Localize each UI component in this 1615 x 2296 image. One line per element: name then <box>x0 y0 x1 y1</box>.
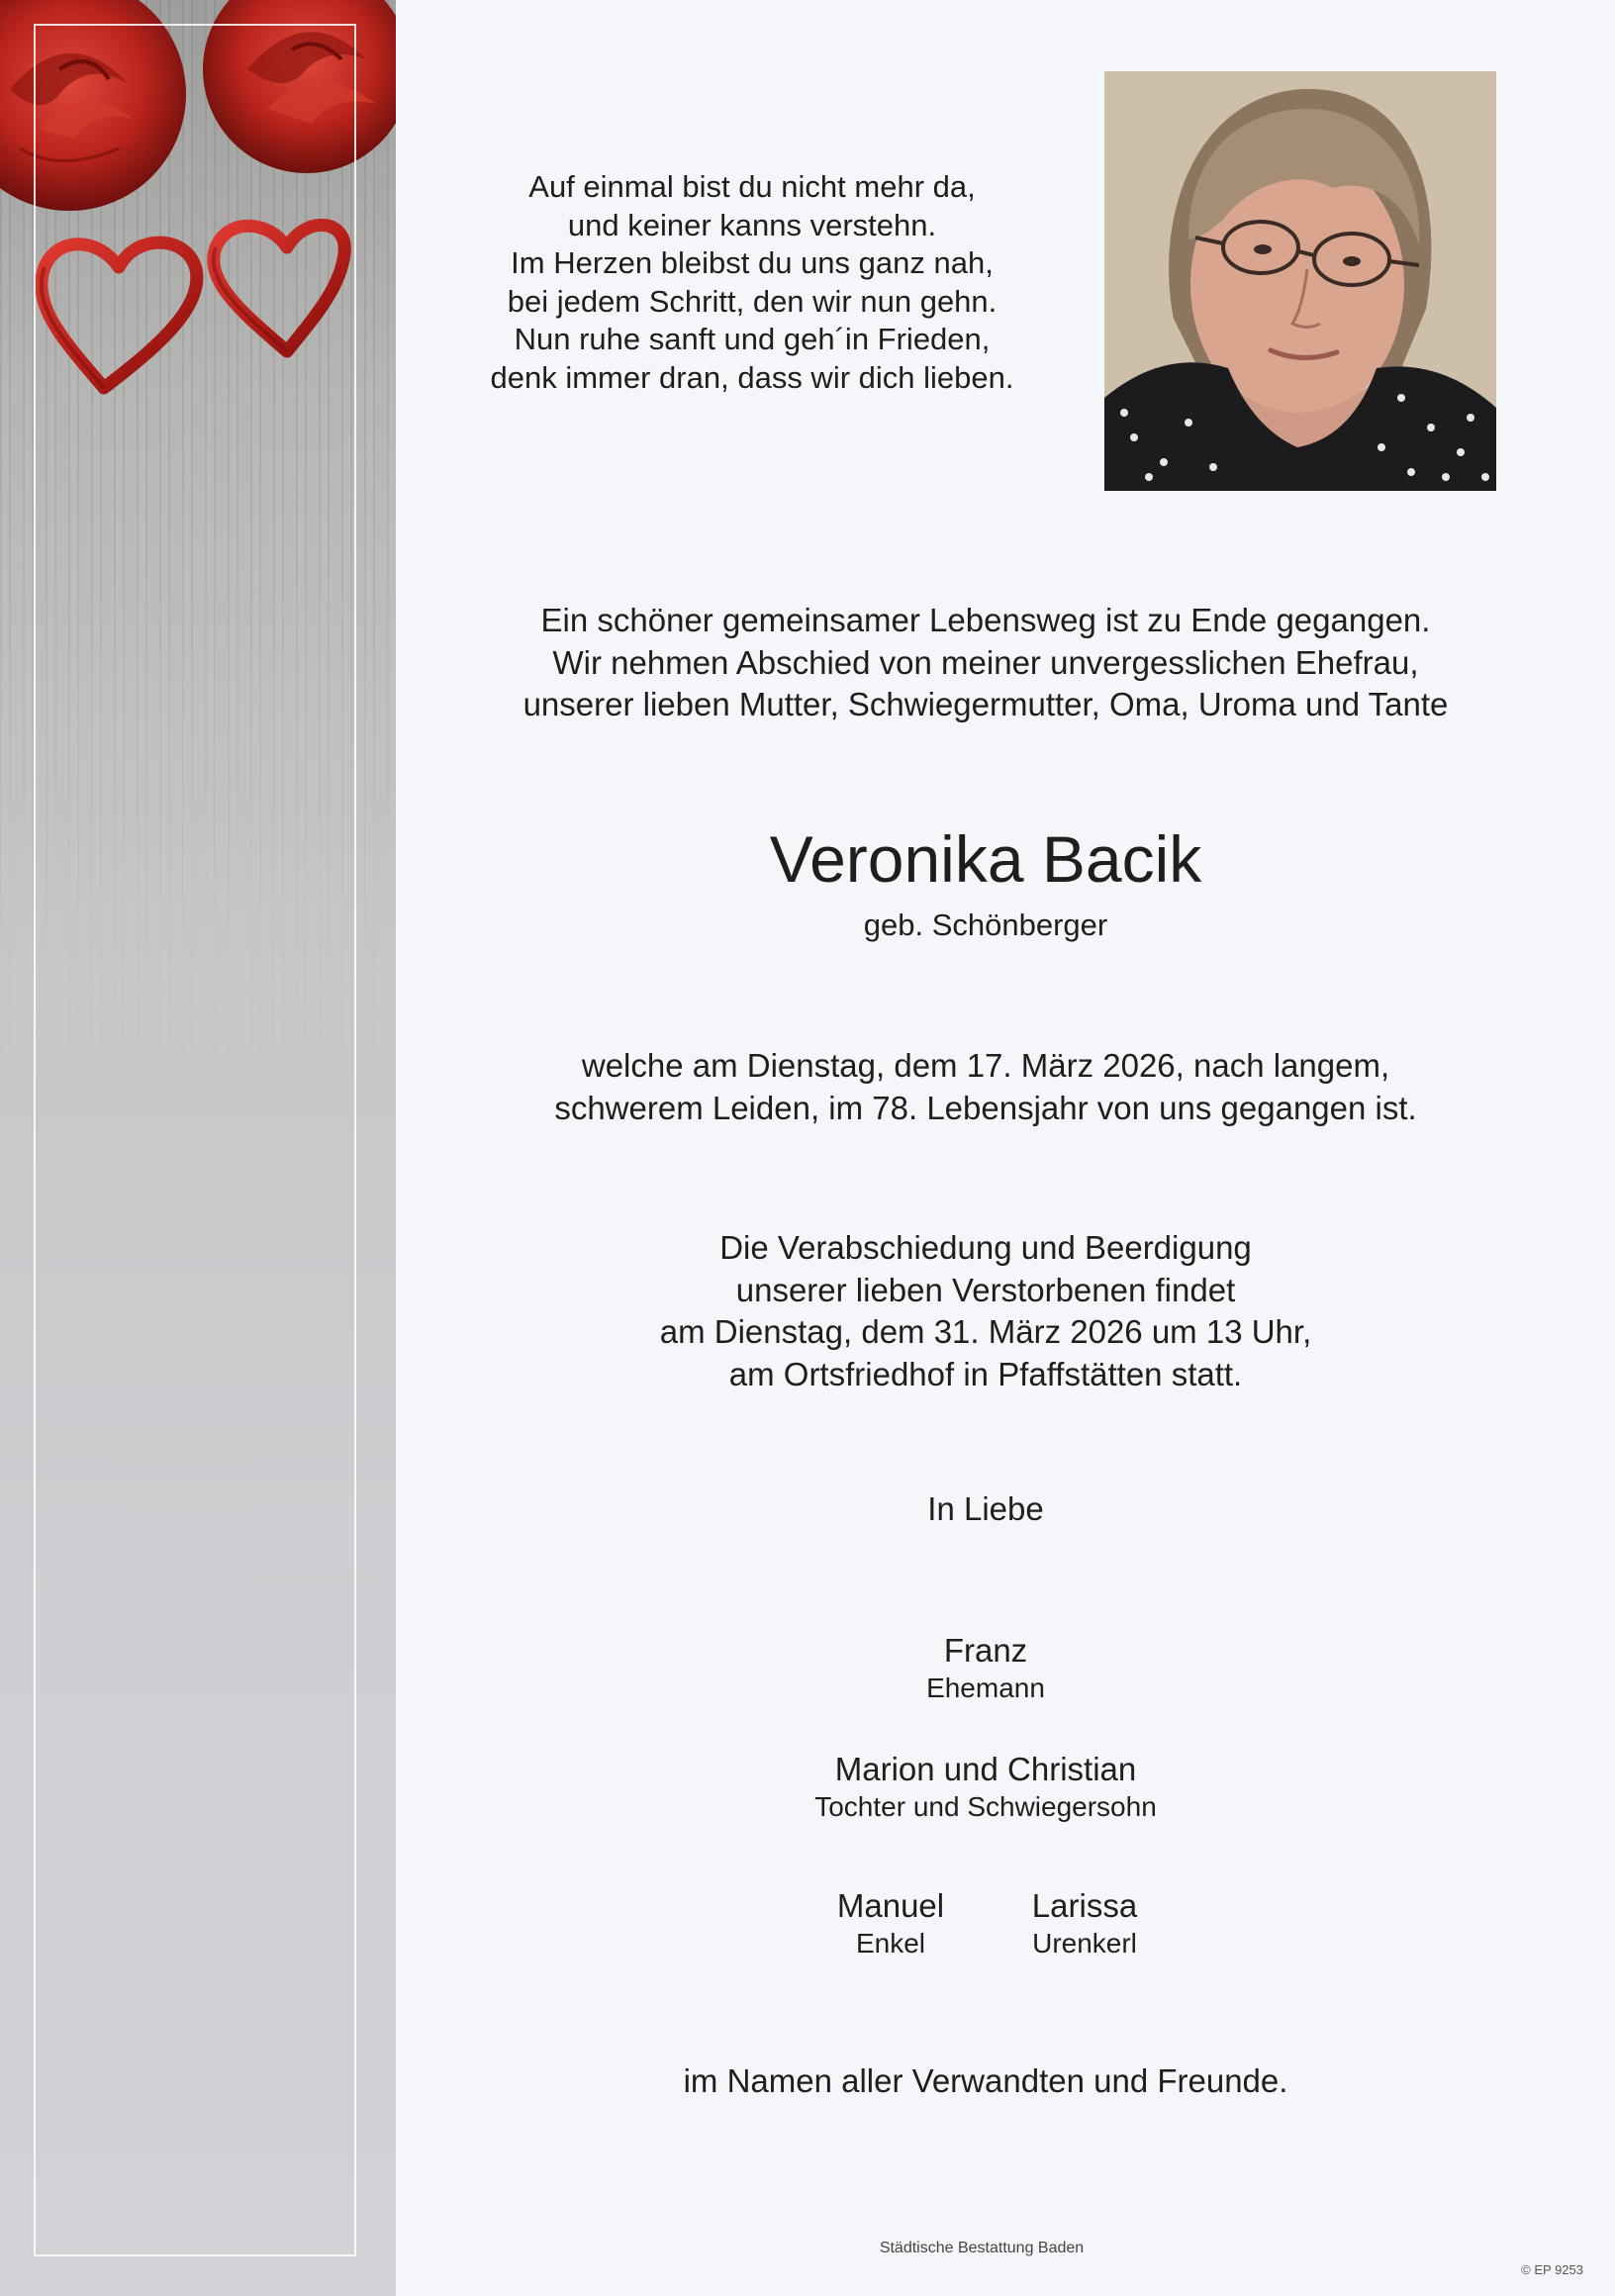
decorative-side-band <box>0 0 396 2296</box>
mourner-entry <box>752 1750 1219 1825</box>
intro-text <box>455 600 1516 726</box>
poem-line: und keiner kanns verstehn. <box>567 207 937 242</box>
poem-line: Auf einmal bist du nicht mehr da, <box>528 169 976 204</box>
copyright-note: © EP 9253 <box>1521 2262 1583 2277</box>
mourner-entry <box>752 1631 1219 1706</box>
mourner-relation: Urenkerl <box>1032 1928 1137 1959</box>
mourner-entry <box>986 1886 1184 1961</box>
poem-line: denk immer dran, dass wir dich lieben. <box>490 359 1014 395</box>
poem-line: bei jedem Schritt, den wir nun gehn. <box>507 283 998 319</box>
intro-line: Wir nehmen Abschied von meiner unvergesslichen Ehefrau, <box>552 643 1419 681</box>
funeral-info <box>455 1227 1516 1395</box>
mourner-entry <box>792 1886 990 1961</box>
poem-line: Im Herzen bleibst du uns ganz nah, <box>511 245 994 280</box>
deceased-name: Veronika Bacik <box>769 822 1202 896</box>
mourner-relation: Tochter und Schwiegersohn <box>814 1791 1157 1822</box>
death-notice-line: schwerem Leiden, im 78. Lebensjahr von uns gegangen ist. <box>554 1089 1417 1126</box>
maiden-name: geb. Schönberger <box>863 908 1108 942</box>
mourner-relation: Enkel <box>855 1928 926 1959</box>
mourner-name: Manuel <box>836 1887 945 1924</box>
in-love-label: In Liebe <box>927 1490 1044 1527</box>
funeral-line: am Dienstag, dem 31. März 2026 um 13 Uhr, <box>659 1313 1312 1350</box>
funeral-line: am Ortsfriedhof in Pfaffstätten statt. <box>728 1355 1243 1392</box>
death-notice <box>455 1045 1516 1129</box>
poem <box>455 168 1049 397</box>
portrait-photo <box>1104 71 1496 491</box>
mourner-name: Marion und Christian <box>834 1751 1137 1787</box>
mourner-name: Franz <box>943 1632 1028 1669</box>
funeral-line: unserer lieben Verstorbenen findet <box>735 1271 1236 1308</box>
closing-line: im Namen aller Verwandten und Freunde. <box>683 2062 1288 2099</box>
intro-line: unserer lieben Mutter, Schwiegermutter, Oma, Uroma und Tante <box>522 686 1449 722</box>
poem-line: Nun ruhe sanft und geh´in Frieden, <box>514 322 991 356</box>
side-band-frame <box>34 24 356 2256</box>
mourner-relation: Ehemann <box>926 1673 1045 1703</box>
footer-undertaker: Städtische Bestattung Baden <box>879 2240 1085 2256</box>
mourner-name: Larissa <box>1031 1887 1138 1924</box>
death-notice-line: welche am Dienstag, dem 17. März 2026, nach langem, <box>581 1047 1390 1084</box>
intro-line: Ein schöner gemeinsamer Lebensweg ist zu Ende gegangen. <box>540 602 1431 638</box>
funeral-line: Die Verabschiedung und Beerdigung <box>719 1229 1252 1266</box>
